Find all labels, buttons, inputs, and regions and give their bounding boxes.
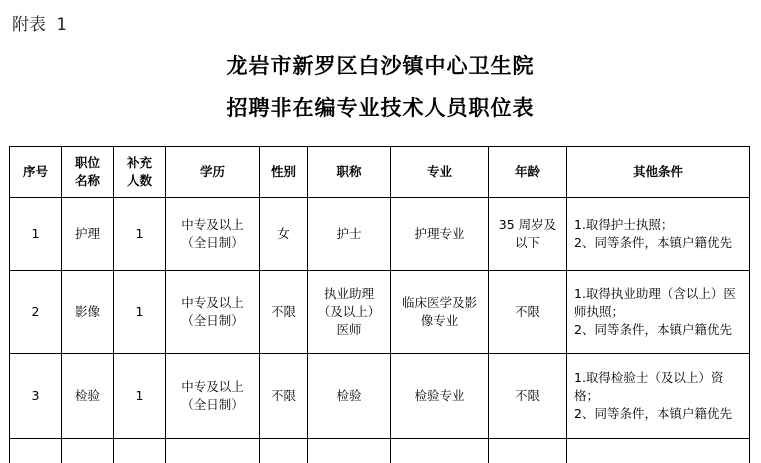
positions-table [9,146,750,463]
table-row [10,198,750,271]
cell-title [308,271,391,354]
cell-title-line1: 执业助理 [311,285,387,303]
cell-seq: 3 [10,354,62,439]
header-title: 职称 [308,147,391,198]
header-position-line2: 名称 [65,172,110,190]
cell-major [391,198,489,271]
cell-other [567,198,750,271]
table-header-row [10,147,750,198]
document-title-line-1: 龙岩市新罗区白沙镇中心卫生院 [0,50,761,80]
cell-gender: 不限 [260,354,308,439]
header-position [62,147,114,198]
cell-position: 检验 [62,354,114,439]
cell-education [166,271,260,354]
cell-title-line1: 检验 [311,387,387,405]
cell-major [391,271,489,354]
cell-education-line2: （全日制） [169,396,256,414]
cell-major-line1: 临床医学及影 [394,294,485,312]
header-count-line1: 补充 [117,154,162,172]
cell-position: 护理 [62,198,114,271]
cell-count: 1 [114,198,166,271]
cell-gender: 不限 [260,271,308,354]
cell-age [489,354,567,439]
cell-title-line3: 医师 [311,321,387,339]
header-major: 专业 [391,147,489,198]
cell-count: 1 [114,271,166,354]
cell-age-line2: 以下 [492,234,563,252]
cell-empty [114,439,166,463]
cell-other [567,271,750,354]
cell-other-line3: 2、同等条件，本镇户籍优先 [574,321,746,339]
header-position-line1: 职位 [65,154,110,172]
header-education: 学历 [166,147,260,198]
cell-empty [391,439,489,463]
cell-gender: 女 [260,198,308,271]
cell-title [308,198,391,271]
cell-other-line2: 2、同等条件，本镇户籍优先 [574,234,746,252]
cell-empty [166,439,260,463]
cell-empty [10,439,62,463]
cell-empty [489,439,567,463]
header-count-line2: 人数 [117,172,162,190]
cell-seq: 2 [10,271,62,354]
header-count [114,147,166,198]
cell-seq: 1 [10,198,62,271]
cell-other-line1: 1.取得护士执照； [574,216,746,234]
table-row [10,271,750,354]
cell-education-line2: （全日制） [169,312,256,330]
cell-other-line1: 1.取得执业助理（含以上）医 [574,285,746,303]
cell-empty [308,439,391,463]
header-gender: 性别 [260,147,308,198]
cell-education-line2: （全日制） [169,234,256,252]
cell-title [308,354,391,439]
cell-education-line1: 中专及以上 [169,378,256,396]
cell-major-line1: 护理专业 [394,225,485,243]
cell-major-line1: 检验专业 [394,387,485,405]
cell-other-line2: 师执照； [574,303,746,321]
cell-count: 1 [114,354,166,439]
cell-age-line1: 不限 [492,303,563,321]
cell-education [166,354,260,439]
cell-other-line2: 2、同等条件，本镇户籍优先 [574,405,746,423]
header-seq: 序号 [10,147,62,198]
cell-age-line1: 不限 [492,387,563,405]
cell-education [166,198,260,271]
cell-empty [260,439,308,463]
cell-empty [62,439,114,463]
cell-other-line1: 1.取得检验士（及以上）资格； [574,369,746,405]
cell-empty [567,439,750,463]
cell-age [489,271,567,354]
cell-age-line1: 35 周岁及 [492,216,563,234]
cell-title-line2: （及以上） [311,303,387,321]
cell-other [567,354,750,439]
cell-position: 影像 [62,271,114,354]
cell-education-line1: 中专及以上 [169,294,256,312]
table-row [10,354,750,439]
cell-major-line2: 像专业 [394,312,485,330]
cell-age [489,198,567,271]
header-age: 年龄 [489,147,567,198]
header-other: 其他条件 [567,147,750,198]
attachment-label: 附表 1 [12,10,66,35]
table-row-partial [10,439,750,463]
cell-education-line1: 中专及以上 [169,216,256,234]
cell-title-line1: 护士 [311,225,387,243]
cell-major [391,354,489,439]
document-title-line-2: 招聘非在编专业技术人员职位表 [0,92,761,122]
